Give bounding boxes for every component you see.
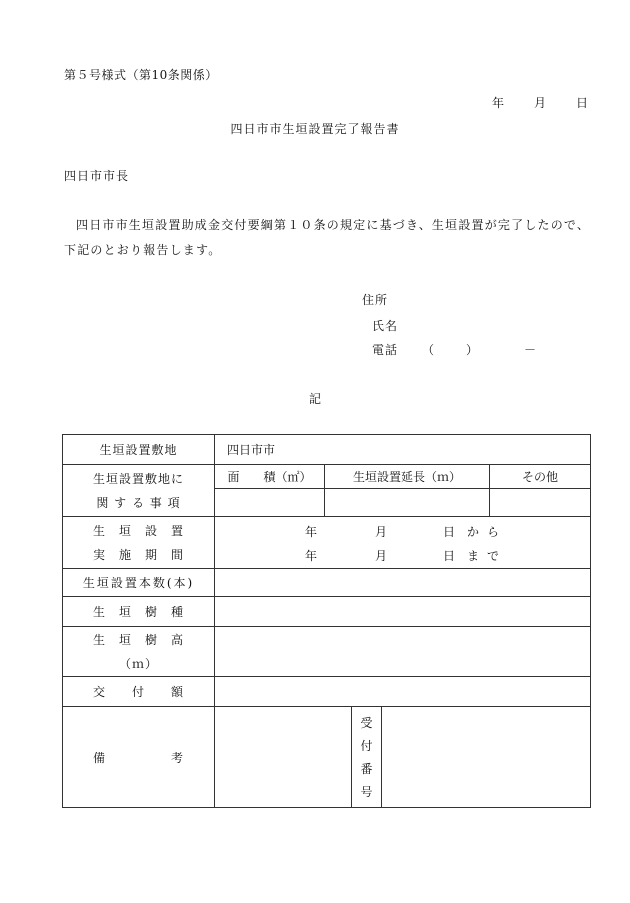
body-text: 四日市市生垣設置助成金交付要綱第１０条の規定に基づき、生垣設置が完了したので、下記のとおり報告します。 (64, 218, 591, 257)
receipt-cell (352, 707, 591, 808)
receipt-char-3: 番 (360, 762, 373, 776)
other-value[interactable] (490, 489, 591, 517)
period-from-month: 月 (375, 524, 388, 539)
receipt-char-1: 受 (360, 716, 373, 730)
phone-label: 電話 (372, 343, 399, 357)
remarks-value[interactable] (215, 707, 352, 808)
report-table (62, 434, 591, 808)
phone-open-paren: （ (422, 343, 435, 357)
period-to-suffix: まで (467, 548, 508, 563)
document-title: 四日市市生垣設置完了報告書 (230, 122, 400, 136)
receipt-number-label (352, 707, 382, 807)
height-row (63, 627, 591, 677)
count-row (63, 569, 591, 597)
height-value[interactable] (215, 627, 591, 677)
height-label (63, 627, 215, 677)
amount-row (63, 677, 591, 707)
addressee: 四日市市長 (64, 169, 130, 183)
length-value[interactable] (325, 489, 490, 517)
date-month-label: 月 (534, 96, 547, 110)
matters-label (63, 465, 215, 517)
species-value[interactable] (215, 597, 591, 627)
site-value: 四日市市 (215, 435, 591, 465)
area-value[interactable] (215, 489, 325, 517)
period-row (63, 517, 591, 569)
date-year-label: 年 (492, 96, 505, 110)
period-from-year: 年 (305, 524, 318, 539)
name-label: 氏名 (372, 319, 399, 333)
phone-close-paren: ） (466, 343, 479, 357)
area-header: 面 積（㎡） (215, 465, 325, 489)
other-header: その他 (490, 465, 591, 489)
address-label: 住所 (362, 293, 389, 307)
phone-dash: － (524, 343, 537, 357)
form-number: 第５号様式（第10条関係） (64, 68, 218, 82)
period-label-line-2: 実 施 期 間 (92, 547, 184, 562)
receipt-char-4: 号 (360, 785, 373, 799)
ki-heading: 記 (308, 392, 321, 406)
species-row (63, 597, 591, 627)
amount-label: 交 付 額 (63, 677, 215, 707)
period-value[interactable] (215, 517, 591, 569)
matters-header-row (63, 465, 591, 489)
matters-label-line-2: 関 す る 事 項 (96, 495, 181, 510)
length-header: 生垣設置延長（ｍ） (325, 465, 490, 489)
species-label: 生 垣 樹 種 (63, 597, 215, 627)
matters-label-line-1: 生垣設置敷地に (92, 471, 184, 486)
height-label-line-1: 生 垣 樹 高 (92, 632, 184, 647)
count-label: 生垣設置本数(本) (63, 569, 215, 597)
period-to-day: 日 (443, 548, 456, 563)
receipt-char-2: 付 (360, 739, 373, 753)
count-value[interactable] (215, 569, 591, 597)
height-label-line-2: （ｍ） (118, 656, 158, 671)
receipt-number-value[interactable] (382, 707, 590, 807)
period-from-suffix: から (467, 524, 508, 539)
site-label: 生垣設置敷地 (63, 435, 215, 465)
date-day-label: 日 (576, 96, 589, 110)
site-row (63, 435, 591, 465)
remarks-label: 備 考 (63, 707, 215, 808)
period-to-year: 年 (305, 548, 318, 563)
period-label (63, 517, 215, 569)
remarks-row (63, 707, 591, 808)
period-to-month: 月 (375, 548, 388, 563)
amount-value[interactable] (215, 677, 591, 707)
date-line (492, 94, 588, 111)
period-label-line-1: 生 垣 設 置 (92, 523, 184, 538)
period-from-day: 日 (443, 524, 456, 539)
